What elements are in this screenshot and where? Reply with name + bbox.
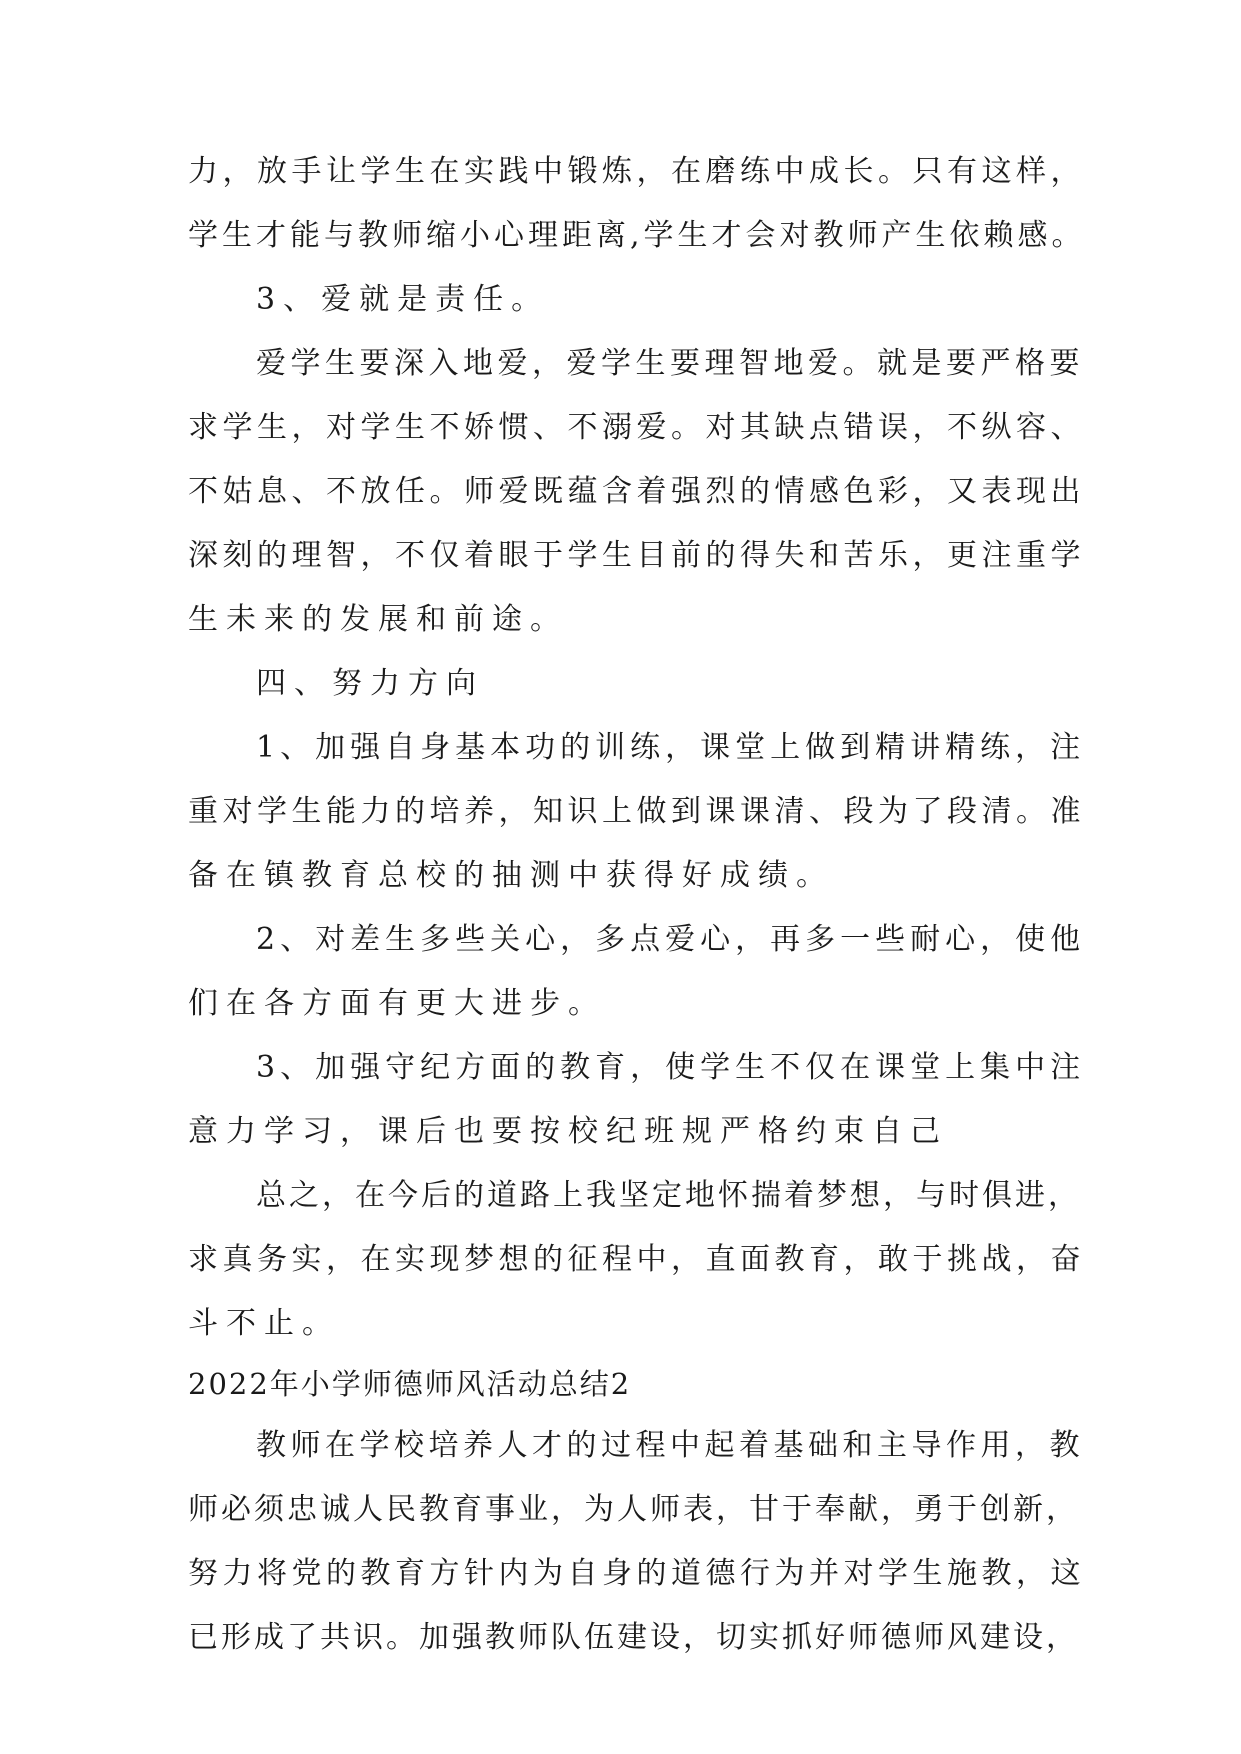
paragraph-line: 深刻的理智，不仅着眼于学生目前的得失和苦乐，更注重学 — [188, 538, 1085, 573]
paragraph-line: 求真务实，在实现梦想的征程中，直面教育，敢于挑战，奋 — [188, 1242, 1085, 1277]
paragraph-line: 力，放手让学生在实践中锻炼，在磨练中成长。只有这样， — [188, 154, 1085, 189]
paragraph-line: 教师在学校培养人才的过程中起着基础和主导作用，教 — [256, 1428, 1084, 1463]
paragraph-line: 不姑息、不放任。师爱既蕴含着强烈的情感色彩，又表现出 — [188, 474, 1085, 509]
paragraph-line: 3、加强守纪方面的教育，使学生不仅在课堂上集中注 — [256, 1050, 1086, 1085]
paragraph-line: 学生才能与教师缩小心理距离,学生才会对教师产生依赖感。 — [188, 218, 1086, 253]
paragraph-line: 们在各方面有更大进步。 — [188, 986, 606, 1021]
paragraph-line: 求学生，对学生不娇惯、不溺爱。对其缺点错误，不纵容、 — [188, 410, 1085, 445]
paragraph-line: 生未来的发展和前途。 — [188, 602, 568, 637]
paragraph-line: 斗不止。 — [188, 1306, 340, 1341]
paragraph-line: 备在镇教育总校的抽测中获得好成绩。 — [188, 858, 834, 893]
paragraph-line: 重对学生能力的培养，知识上做到课课清、段为了段清。准 — [188, 794, 1085, 829]
paragraph-line: 总之，在今后的道路上我坚定地怀揣着梦想，与时俱进， — [256, 1178, 1081, 1213]
paragraph-line: 已形成了共识。加强教师队伍建设，切实抓好师德师风建设， — [188, 1620, 1079, 1655]
list-item-heading: 3、爱就是责任。 — [256, 282, 550, 317]
paragraph-line: 师必须忠诚人民教育事业，为人师表，甘于奉献，勇于创新， — [188, 1492, 1079, 1527]
paragraph-line: 努力将党的教育方针内为自身的道德行为并对学生施教，这 — [188, 1556, 1085, 1591]
paragraph-line: 1、加强自身基本功的训练，课堂上做到精讲精练，注 — [256, 730, 1086, 765]
section-heading: 2022年小学师德师风活动总结2 — [188, 1367, 632, 1401]
section-subheading: 四、努力方向 — [256, 666, 484, 701]
paragraph-line: 2、对差生多些关心，多点爱心，再多一些耐心，使他 — [256, 922, 1086, 957]
paragraph-line: 爱学生要深入地爱，爱学生要理智地爱。就是要严格要 — [256, 346, 1084, 381]
paragraph-line: 意力学习，课后也要按校纪班规严格约束自己 — [188, 1114, 948, 1149]
